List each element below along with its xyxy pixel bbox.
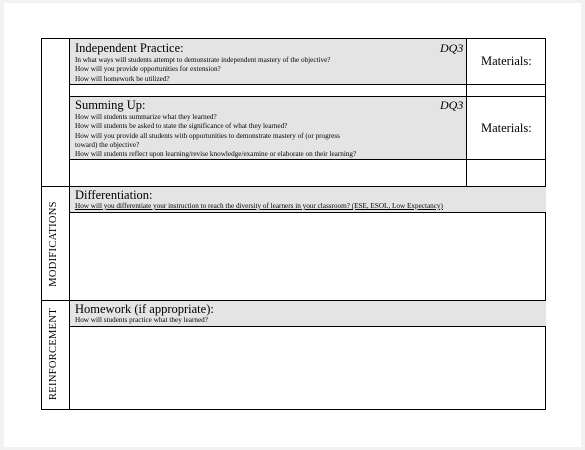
question-text: How will you provide opportunities for extension?	[75, 65, 221, 74]
section-divider	[42, 186, 546, 187]
question-text: toward) the objective?	[75, 140, 140, 149]
materials-column-divider	[466, 39, 467, 186]
row-divider	[70, 96, 546, 97]
question-text: How will you provide all students with opportunities to demonstrate mastery of (or progress	[75, 131, 340, 140]
reinforcement-side-label: REINFORCEMENT	[48, 308, 59, 400]
row-divider	[70, 212, 546, 213]
row-divider	[70, 84, 546, 85]
homework-question: How will students practice what they learned?	[75, 316, 208, 324]
question-text: In what ways will students attempt to demonstrate independent mastery of the objective?	[75, 56, 331, 64]
summing-up-heading: Summing Up:	[75, 98, 146, 112]
question-text: How will students be asked to state the significance of what they learned?	[75, 122, 288, 131]
question-text: How will homework be utilized?	[75, 74, 170, 83]
differentiation-question: How will you differentiate your instruction to reach the diversity of learners in your classroom? (ESE, ESOL, Low Expectancy)	[75, 202, 443, 210]
independent-practice-materials-label: Materials:	[481, 54, 532, 68]
row-divider	[70, 326, 546, 327]
differentiation-heading: Differentiation:	[75, 188, 153, 202]
homework-heading: Homework (if appropriate):	[75, 302, 214, 316]
section-divider	[42, 300, 546, 301]
modifications-side-label: MODIFICATIONS	[48, 201, 59, 287]
summing-up-materials-label: Materials:	[481, 121, 532, 135]
independent-practice-heading: Independent Practice:	[75, 41, 184, 55]
independent-practice-questions	[75, 56, 460, 84]
question-text: How will students summarize what they learned?	[75, 113, 217, 121]
summing-up-questions	[75, 113, 460, 159]
question-text: How will students reflect upon learning/revise knowledge/examine or elaborate on their learning?	[75, 150, 357, 159]
independent-practice-tag: DQ3	[440, 41, 464, 55]
side-column-divider	[69, 39, 70, 409]
summing-up-tag: DQ3	[440, 98, 464, 112]
lesson-plan-table	[41, 38, 546, 410]
